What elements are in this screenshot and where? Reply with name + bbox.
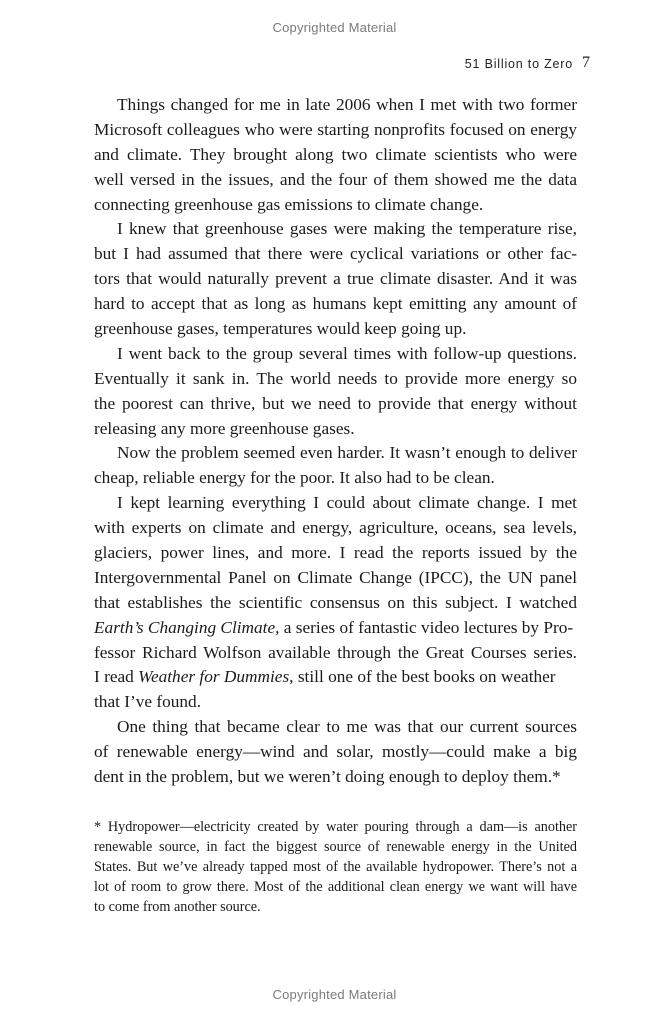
body-line: fessor Richard Wolfson available through the Great Courses series.: [94, 642, 577, 662]
body-line: well versed in the issues, and the four of them showed me the data: [94, 169, 577, 189]
body-line: I knew that greenhouse gases were making the temperature rise,: [117, 219, 577, 239]
copyright-watermark-top: Copyrighted Material: [272, 20, 397, 35]
body-line: I kept learning everything I could about climate change. I met: [117, 493, 577, 513]
body-line: but I had assumed that there were cyclical variations or other fac-: [94, 244, 577, 264]
body-line: releasing any more greenhouse gases.: [94, 418, 355, 438]
copyright-watermark-bottom: Copyrighted Material: [272, 987, 397, 1002]
body-line: dent in the problem, but we weren’t doing enough to deploy them.*: [94, 767, 561, 787]
body-line: the poorest can thrive, but we need to provide that energy without: [94, 393, 577, 413]
book-title-italic: Weather for Dummies,: [138, 667, 294, 687]
footnote-line: States. But we’ve already tapped most of the available hydropower. There’s not a: [94, 858, 577, 875]
body-line: Intergovernmental Panel on Climate Change (IPCC), the UN panel: [94, 567, 577, 587]
body-line-segment: still one of the best books on weather: [293, 667, 556, 687]
body-line-segment: a series of fantastic video lectures by Pro-: [279, 617, 574, 637]
footnote: [94, 818, 577, 917]
body-line: One thing that became clear to me was that our current sources: [117, 717, 577, 737]
footnote-line: renewable source, in fact the biggest source of renewable energy in the United: [94, 838, 577, 855]
body-line: connecting greenhouse gas emissions to climate change.: [94, 194, 484, 214]
body-line: Eventually it sank in. The world needs to provide more energy so: [94, 368, 577, 388]
body-line: that I’ve found.: [94, 692, 202, 712]
footnote-line: to come from another source.: [94, 898, 261, 915]
body-line: and climate. They brought along two climate scientists who were: [94, 144, 577, 164]
body-line: Microsoft colleagues who were starting nonprofits focused on energy: [94, 119, 577, 139]
body-line: tors that would naturally prevent a true climate disaster. And it was: [94, 269, 577, 289]
body-line: with experts on climate and energy, agriculture, oceans, sea levels,: [94, 518, 577, 538]
body-line: that establishes the scientific consensus on this subject. I watched: [94, 592, 577, 612]
body-line: cheap, reliable energy for the poor. It also had to be clean.: [94, 468, 495, 488]
body-line: Now the problem seemed even harder. It wasn’t enough to deliver: [117, 443, 577, 463]
page-number: 7: [582, 54, 590, 71]
body-text: [94, 93, 577, 790]
running-head: 51 Billion to Zero: [464, 57, 573, 71]
footnote-line: lot of room to grow there. Most of the additional clean energy we want will have: [94, 878, 577, 895]
body-line: greenhouse gases, temperatures would keep going up.: [94, 319, 467, 339]
body-line-mixed: [94, 616, 577, 641]
body-line-segment: I read: [94, 667, 139, 687]
body-line: of renewable energy—wind and solar, mostly—could make a big: [94, 742, 577, 762]
body-line: glaciers, power lines, and more. I read the reports issued by the: [94, 543, 577, 563]
body-line: Things changed for me in late 2006 when I met with two former: [117, 95, 577, 114]
body-line: hard to accept that as long as humans kept emitting any amount of: [94, 294, 577, 314]
body-line-mixed: [94, 665, 577, 690]
footnote-line: * Hydropower—electricity created by water pouring through a dam—is another: [94, 819, 577, 835]
body-line: I went back to the group several times with follow-up questions.: [117, 343, 577, 363]
book-title-italic: Earth’s Changing Climate,: [94, 617, 280, 637]
